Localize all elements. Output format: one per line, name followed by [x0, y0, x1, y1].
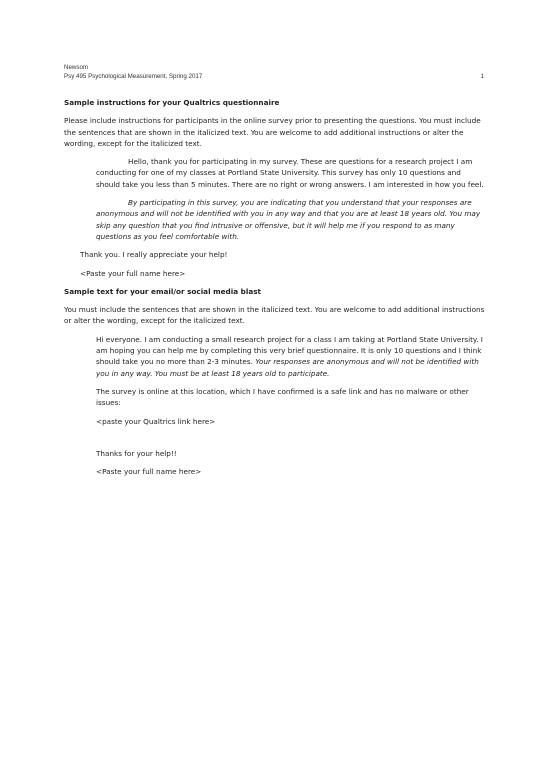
header-page-number: 1	[480, 72, 484, 80]
header-author: Newsom	[64, 64, 89, 71]
section1-intro: Please include instructions for participants in the online survey prior to presenting the questions. You must include the sentences that are shown in the italicized text. You are welcome to add additional instructions or alter the wording, except for the italicized text.	[64, 116, 481, 148]
survey-name-placeholder: <Paste your full name here>	[80, 268, 186, 278]
email-message-plain: Hi everyone. I am conducting a small research project for a class I am taking at Portland State University. I am hoping you can help me by completing this very brief questionnaire. It is only 10 questions and I think should take you no more than 2-3 minutes.	[96, 334, 483, 367]
section1-heading: Sample instructions for your Qualtrics questionnaire	[64, 98, 280, 107]
consent-italic-text: By participating in this survey, you are indicating that you understand that your responses are anonymous and will not be identified with you in any way and that you are at least 18 years old. You may skip any question that you find intrusive or offensive, but it will help me if you respond to as many questions as you feel comfortable with.	[96, 198, 481, 241]
spacer	[64, 434, 486, 448]
section2-heading: Sample text for your email/or social media blast	[64, 286, 261, 296]
document-body	[64, 97, 486, 484]
email-location: The survey is online at this location, which I have confirmed is a safe link and has no malware or other issues:	[96, 386, 469, 408]
email-name-placeholder: <Paste your full name here>	[96, 467, 202, 477]
email-link-placeholder: <paste your Qualtrics link here>	[96, 416, 216, 426]
survey-greeting: Hello, thank you for participating in my survey. These are questions for a research project I am conducting for one of my classes at Portland State University. This survey has only 10 questions and should take you less than 5 minutes. There are no right or wrong answers. I am interested in how you feel.	[96, 157, 484, 189]
email-message	[96, 334, 486, 379]
survey-consent	[96, 197, 486, 242]
survey-thanks: Thank you. I really appreciate your help!	[80, 250, 228, 260]
header-course: Psy 495 Psychological Measurement, Spring 2017	[64, 72, 203, 80]
email-message-italic: Your responses are anonymous and will not be identified with you in any way. You must be at least 18 years old to participate.	[96, 357, 479, 378]
page-header	[64, 64, 484, 81]
section2-intro: You must include the sentences that are shown in the italicized text. You are welcome to add additional instructions or alter the wording, except for the italicized text.	[64, 305, 485, 326]
email-thanks: Thanks for your help!!	[96, 448, 177, 458]
